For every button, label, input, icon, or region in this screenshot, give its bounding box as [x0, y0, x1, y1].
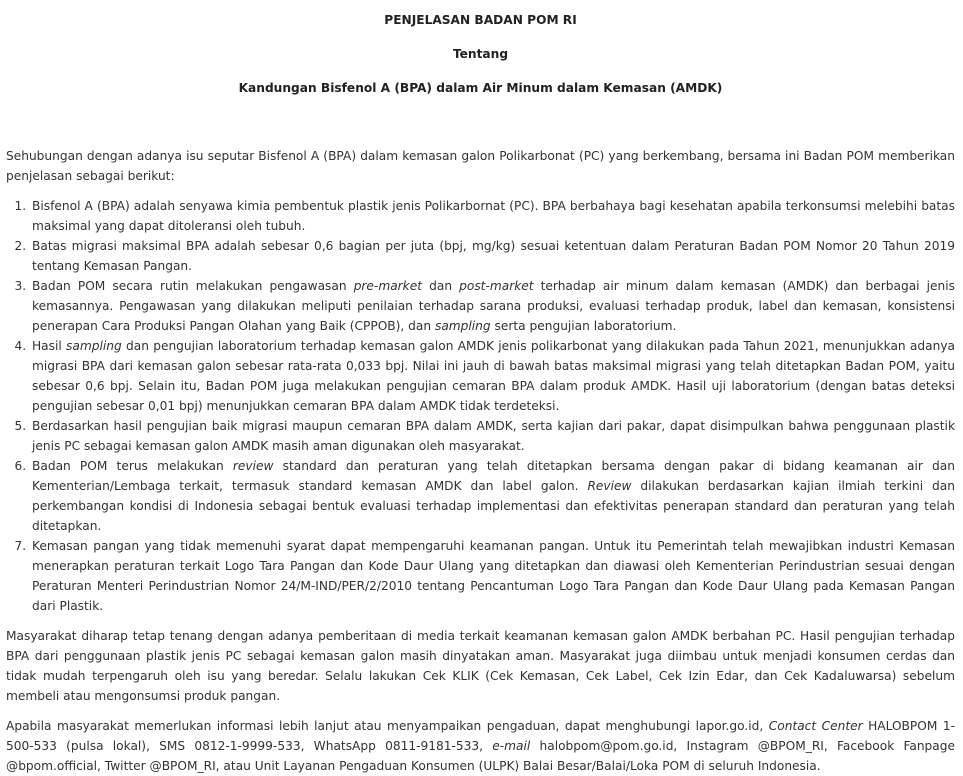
text-run: HALOBPOM 1-500-533 (pulsa lokal), SMS 0812-1-9999-533, WhatsApp 0811-9181-533, [6, 719, 955, 753]
list-item-4 [30, 336, 955, 416]
list-item-2: 2. Batas migrasi maksimal BPA adalah sebesar 0,6 bagian per juta (bpj, mg/kg) sesuai ketentuan dalam Peraturan Badan POM Nomor 20 Tahun 2019 tentang Kemasan Pangan. [30, 236, 955, 276]
text-run: Apabila masyarakat memerlukan informasi lebih lanjut atau menyampaikan pengaduan, dapat menghubungi lapor.go.id, [6, 719, 769, 733]
italic-term: sampling [66, 339, 122, 353]
italic-term: Review [587, 479, 632, 493]
text-run: dan pengujian laboratorium terhadap kemasan galon AMDK jenis polikarbonat yang dilakukan pada Tahun 2021, menunjukkan adanya migrasi BPA dari kemasan galon sebesar rata-rata 0,033 bpj. Nilai ini jauh di bawah batas maksimal migrasi yang telah ditetapkan Badan POM, yaitu sebesar 0,6 bpj. Selain itu, Badan POM juga melakukan pengujian cemaran BPA dalam produk AMDK. Hasil uji laboratorium (dengan batas deteksi pengujian sebesar 0,01 bpj) menunjukkan cemaran BPA dalam AMDK tidak terdeteksi. [32, 339, 956, 413]
list-item-5: 5. Berdasarkan hasil pengujian baik migrasi maupun cemaran BPA dalam AMDK, serta kajian dari pakar, dapat disimpulkan bahwa penggunaan plastik jenis PC sebagai kemasan galon AMDK masih aman digunakan oleh masyarakat. [30, 416, 955, 456]
text-run: dilakukan berdasarkan kajian ilmiah terkini dan perkembangan kondisi di Indonesia sebagai bentuk evaluasi terhadap implementasi dan efektivitas penerapan standard dan peraturan yang telah ditetapkan. [32, 479, 955, 533]
italic-term: post-market [459, 279, 534, 293]
document-title: PENJELASAN BADAN POM RI [384, 13, 577, 27]
italic-term: review [232, 459, 274, 473]
explanation-list [6, 196, 955, 616]
document-subtitle: Tentang [452, 47, 509, 61]
text-run: Badan POM secara rutin melakukan pengawasan [32, 279, 354, 293]
text-run: halobpom@pom.go.id, Instagram @BPOM_RI, Facebook Fanpage @bpom.official, Twitter @BPOM_RI, atau Unit Layanan Pengaduan Konsumen (ULPK) Balai Besar/Balai/Loka POM di seluruh Indonesia. [6, 739, 955, 773]
text-run: terhadap air minum dalam kemasan (AMDK) dan berbagai jenis kemasannya. Pengawasan yang dilakukan meliputi penilaian terhadap sarana produksi, evaluasi terhadap produk, label dan kemasan, konsistensi penerapan Cara Produksi Pangan Olahan yang Baik (CPPOB), dan [32, 279, 955, 333]
text-run: serta pengujian laboratorium. [490, 319, 677, 333]
italic-term: pre-market [353, 279, 423, 293]
closing-paragraph: Masyarakat diharap tetap tenang dengan adanya pemberitaan di media terkait keamanan kemasan galon AMDK berbahan PC. Hasil pengujian terhadap BPA dari penggunaan plastik jenis PC sebagai kemasan galon masih dinyatakan aman. Masyarakat juga diimbau untuk menjadi konsumen cerdas dan tidak mudah terpengaruh oleh isu yang beredar. Selalu lakukan Cek KLIK (Cek Kemasan, Cek Label, Cek Izin Edar, dan Cek Kadaluwarsa) sebelum membeli atau mengonsumsi produk pangan. [6, 629, 955, 703]
list-item-6 [30, 456, 955, 536]
contact-paragraph [6, 716, 955, 776]
text-run: Badan POM terus melakukan [32, 459, 233, 473]
italic-term: e-mail [492, 739, 531, 753]
text-run: dan [422, 279, 460, 293]
text-run: standard dan peraturan yang telah ditetapkan bersama dengan pakar di bidang keamanan air dan Kementerian/Lembaga terkait, termasuk standard kemasan AMDK dan label galon. [32, 459, 955, 493]
text-run: Hasil [32, 339, 67, 353]
list-item-1: 1. Bisfenol A (BPA) adalah senyawa kimia pembentuk plastik jenis Polikarbornat (PC). BPA berbahaya bagi kesehatan apabila terkonsumsi melebihi batas maksimal yang dapat ditoleransi oleh tubuh. [30, 196, 955, 236]
italic-term: sampling [434, 319, 491, 333]
italic-term: Contact Center [768, 719, 863, 733]
list-item-3 [30, 276, 955, 336]
list-item-7: 7. Kemasan pangan yang tidak memenuhi syarat dapat mempengaruhi keamanan pangan. Untuk itu Pemerintah telah mewajibkan industri Kemasan menerapkan peraturan terkait Logo Tara Pangan dan Kode Daur Ulang yang ditetapkan dan diawasi oleh Kementerian Perindustrian sesuai dengan Peraturan Menteri Perindustrian Nomor 24/M-IND/PER/2/2010 tentang Pencantuman Logo Tara Pangan dan Kode Daur Ulang pada Kemasan Pangan dari Plastik. [30, 536, 955, 616]
document-topic: Kandungan Bisfenol A (BPA) dalam Air Minum dalam Kemasan (AMDK) [238, 81, 723, 95]
intro-paragraph: Sehubungan dengan adanya isu seputar Bisfenol A (BPA) dalam kemasan galon Polikarbonat (PC) yang berkembang, bersama ini Badan POM memberikan penjelasan sebagai berikut: [6, 149, 955, 183]
